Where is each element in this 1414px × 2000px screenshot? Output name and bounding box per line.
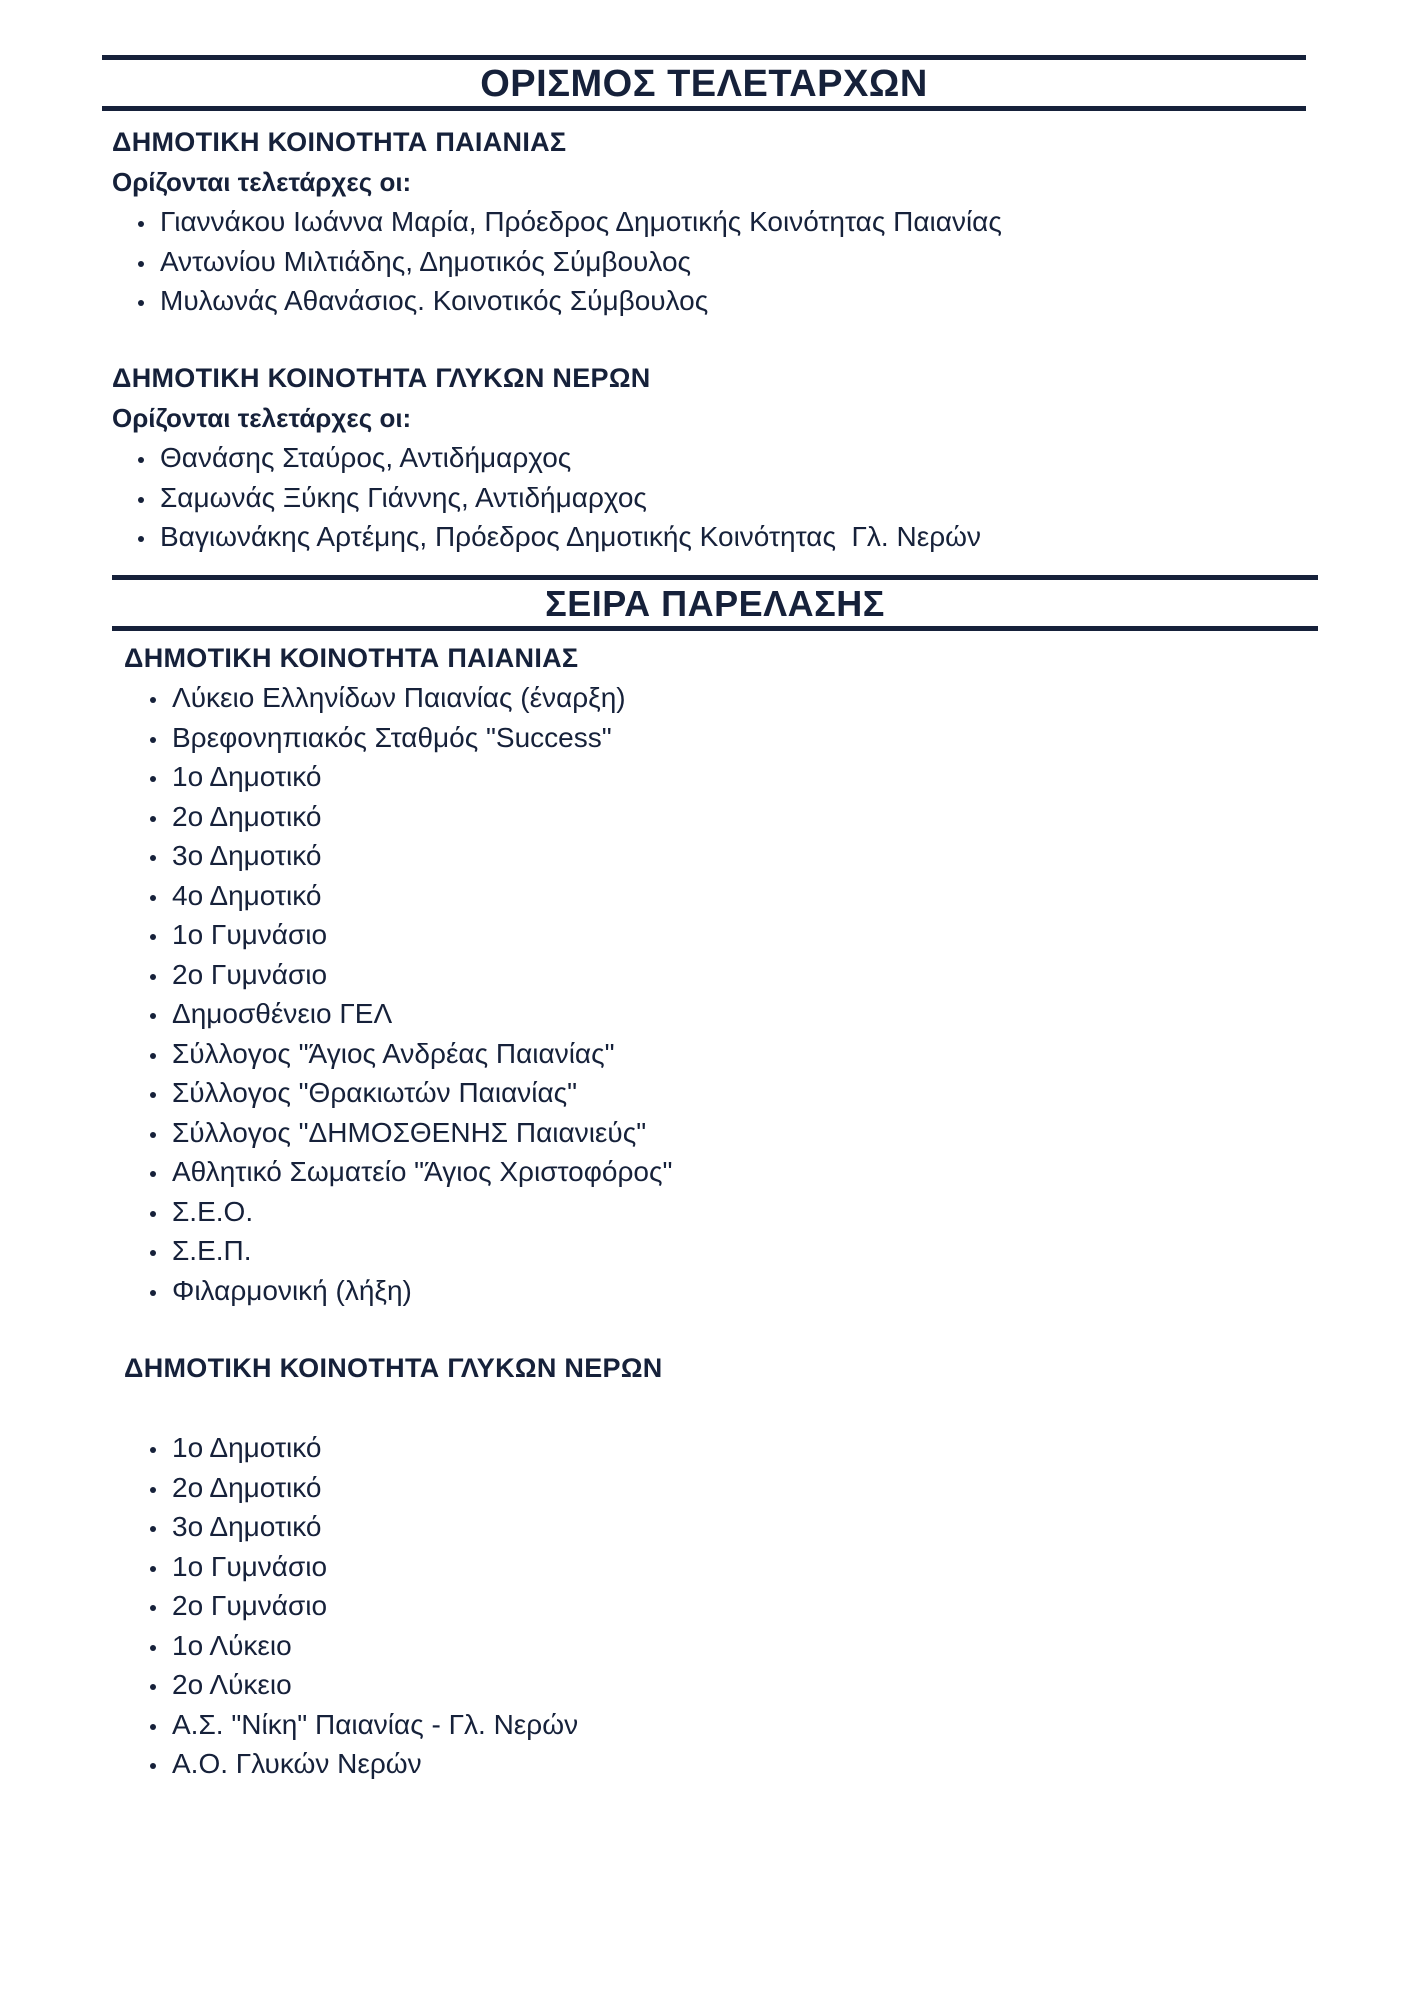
list-item: 4ο Δημοτικό [172, 876, 1294, 916]
list-item: 2ο Λύκειο [172, 1665, 1294, 1705]
paiania-heading: ΔΗΜΟΤΙΚΗ ΚΟΙΝΟΤΗΤΑ ΠΑΙΑΝΙΑΣ [112, 127, 567, 157]
teletarches-paiania-list [112, 202, 1292, 321]
parelasi-glyka-nera-list [124, 1428, 1294, 1784]
teletarches-glyka-nera-list [112, 438, 1292, 557]
list-item: Α.Ο. Γλυκών Νερών [172, 1744, 1294, 1784]
section2-bottom-rule [112, 626, 1318, 631]
list-item: Δημοσθένειο ΓΕΛ [172, 994, 1294, 1034]
teletarches-paiania [112, 122, 1292, 321]
list-item: Αθλητικό Σωματείο "Άγιος Χριστοφόρος" [172, 1152, 1294, 1192]
list-item: 1ο Δημοτικό [172, 1428, 1294, 1468]
list-item: Μυλωνάς Αθανάσιος. Κοινοτικός Σύμβουλος [160, 281, 1292, 321]
list-item: Λύκειο Ελληνίδων Παιανίας (έναρξη) [172, 678, 1294, 718]
list-item: 1ο Γυμνάσιο [172, 1547, 1294, 1587]
list-item: 1ο Δημοτικό [172, 757, 1294, 797]
list-item: Βαγιωνάκης Αρτέμης, Πρόεδρος Δημοτικής Κοινότητας Γλ. Νερών [160, 517, 1292, 557]
list-item: 2ο Δημοτικό [172, 797, 1294, 837]
list-item: 3ο Δημοτικό [172, 836, 1294, 876]
parelasi-paiania [124, 638, 1294, 1310]
list-item: Θανάσης Σταύρος, Αντιδήμαρχος [160, 438, 1292, 478]
glyka-nera-heading: ΔΗΜΟΤΙΚΗ ΚΟΙΝΟΤΗΤΑ ΓΛΥΚΩΝ ΝΕΡΩΝ [124, 1353, 663, 1383]
section1-title: ΟΡΙΣΜΟΣ ΤΕΛΕΤΑΡΧΩΝ [480, 63, 928, 105]
list-item: Αντωνίου Μιλτιάδης, Δημοτικός Σύμβουλος [160, 242, 1292, 282]
list-item: 2ο Γυμνάσιο [172, 1586, 1294, 1626]
parelasi-paiania-list [124, 678, 1294, 1310]
paiania-heading: ΔΗΜΟΤΙΚΗ ΚΟΙΝΟΤΗΤΑ ΠΑΙΑΝΙΑΣ [124, 643, 579, 673]
teletarches-intro: Ορίζονται τελετάρχες οι: [112, 167, 412, 197]
list-item: 2ο Δημοτικό [172, 1468, 1294, 1508]
parelasi-glyka-nera-items [124, 1428, 1294, 1784]
section1-bottom-rule [102, 106, 1306, 111]
list-item: Σ.Ε.Ο. [172, 1192, 1294, 1232]
list-item: Α.Σ. "Νίκη" Παιανίας - Γλ. Νερών [172, 1705, 1294, 1745]
teletarches-glyka-nera [112, 358, 1292, 557]
list-item: Σ.Ε.Π. [172, 1231, 1294, 1271]
list-item: Γιαννάκου Ιωάννα Μαρία, Πρόεδρος Δημοτικής Κοινότητας Παιανίας [160, 202, 1292, 242]
list-item: 2ο Γυμνάσιο [172, 955, 1294, 995]
list-item: 1ο Λύκειο [172, 1626, 1294, 1666]
list-item: Βρεφονηπιακός Σταθμός "Success" [172, 718, 1294, 758]
glyka-nera-heading: ΔΗΜΟΤΙΚΗ ΚΟΙΝΟΤΗΤΑ ΓΛΥΚΩΝ ΝΕΡΩΝ [112, 363, 651, 393]
list-item: Σύλλογος "ΔΗΜΟΣΘΕΝΗΣ Παιανιεύς" [172, 1113, 1294, 1153]
list-item: Φιλαρμονική (λήξη) [172, 1271, 1294, 1311]
list-item: Σύλλογος "Άγιος Ανδρέας Παιανίας" [172, 1034, 1294, 1074]
list-item: Σαμωνάς Ξύκης Γιάννης, Αντιδήμαρχος [160, 478, 1292, 518]
list-item: Σύλλογος "Θρακιωτών Παιανίας" [172, 1073, 1294, 1113]
teletarches-intro: Ορίζονται τελετάρχες οι: [112, 403, 412, 433]
list-item: 3ο Δημοτικό [172, 1507, 1294, 1547]
parelasi-glyka-nera [124, 1348, 1294, 1388]
section2-title: ΣΕΙΡΑ ΠΑΡΕΛΑΣΗΣ [545, 583, 885, 624]
list-item: 1ο Γυμνάσιο [172, 915, 1294, 955]
